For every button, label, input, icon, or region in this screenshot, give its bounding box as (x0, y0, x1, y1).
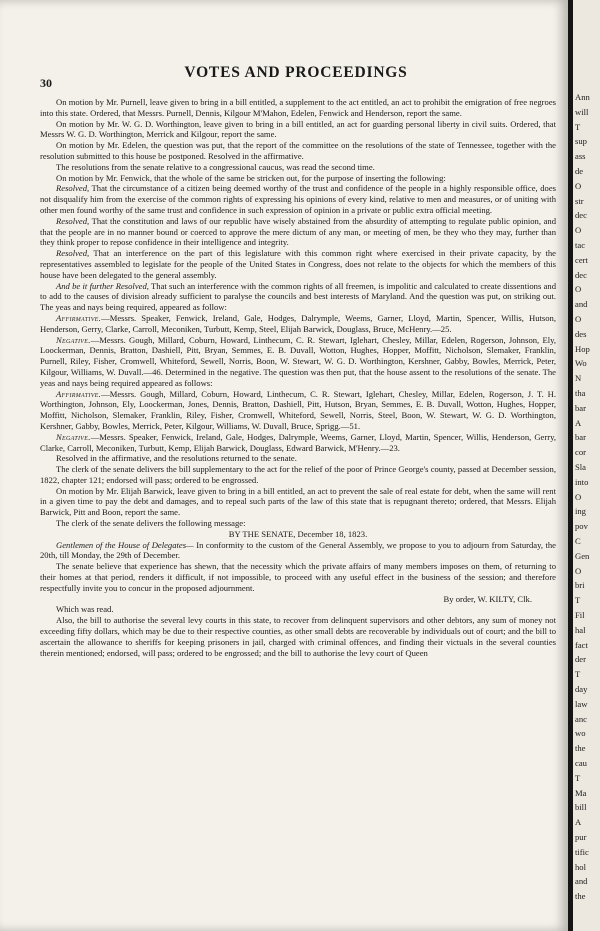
paragraph: Negative.—Messrs. Gough, Millard, Coburn, Howard, Linthecum, C. R. Stewart, Iglehart, Chesley, Millar, Edelen, Rogerson, Johnson, Ely, Loockerman, Dennis, Bratton, Dashiell, Pitt, Bryan, Semmes, E. B. Duvall, Wotton, Hughes, Hopper, Moffitt, Nicholson, Slemaker, Franklin, Purnell, Riley, Fisher, Cromwell, Whiteford, Sewell, Norris, Boon, W. Stewart, W. G. D. Worthington, Kershner, Gabby, Bowles, Merrick, Peter, Kilgour, Williams, W. Duvall.—46. Determined in the negative. The question was then put, that the house assent to the resolutions of the senate. The yeas and nays being required appeared as follows: (40, 334, 556, 388)
facing-page-word: law (575, 698, 588, 709)
facing-page-word: bar (575, 402, 586, 413)
paragraph-lead: Affirmative. (56, 388, 102, 399)
paragraph: The clerk of the senate delivers the bill supplementary to the act for the relief of the poor of Prince George's county, passed at December session, 1822, chapter 121; endorsed will pass; ordered to be engrossed. (40, 464, 556, 485)
facing-page-word: Fil (575, 610, 585, 620)
paragraph-lead: Resolved, (56, 248, 90, 259)
paragraph: The clerk of the senate delivers the following message: (56, 518, 246, 529)
paragraph-lead: Resolved, (56, 215, 90, 226)
paragraph: BY THE SENATE, December 18, 1823. (228, 528, 368, 539)
facing-page-word: Sla (575, 462, 586, 472)
facing-page-word: A (575, 817, 582, 828)
page-header (40, 64, 552, 90)
paragraph: The resolutions from the senate relative to a congressional caucus, was read the second time. (56, 161, 375, 172)
facing-page-word: anc (575, 713, 587, 724)
body-text (40, 97, 556, 867)
paragraph: Resolved in the affirmative, and the resolutions returned to the senate. (56, 453, 297, 464)
facing-page-word: der (575, 654, 586, 665)
facing-page-word: hol (575, 861, 586, 872)
paragraph: Resolved, That the circumstance of a citizen being deemed worthy of the trust and confidence of the people in a highly responsible office, does not disqualify him from the exercise of the common rights of expressing his opinions of every kind, relative to men and measures, or of uniting with other men found worthy of the same trust and confidence in such expression of opinion in a private or public extra official meeting. (40, 183, 556, 215)
paragraph-lead: Negative. (56, 334, 91, 345)
facing-page-word: the (575, 743, 586, 754)
paragraph: And be it further Resolved, That such an interference with the common rights of all freemen, is impolitic and calculated to create dissentions and to add to the causes of division already sufficient to paralyse the councils and best interests of Maryland. And the question was put, on striking out. The yeas and nays being required, appeared as follow: (40, 280, 556, 313)
facing-page-word: cert (575, 254, 588, 265)
facing-page-word: T (575, 121, 581, 132)
facing-page-word: pov (575, 521, 588, 532)
facing-page-word: O (575, 565, 582, 576)
facing-page-word: O (575, 180, 582, 191)
facing-page-word: O (575, 491, 582, 502)
running-title: VOTES AND PROCEEDINGS (184, 64, 408, 81)
facing-page-word: C (575, 536, 581, 546)
facing-page-word: pur (575, 832, 587, 842)
facing-page-word: hal (575, 624, 586, 635)
paragraph: Gentlemen of the House of Delegates— In conformity to the custom of the General Assembly, we propose to you to adjourn from Saturday, the 20th, till Monday, the 29th of December. (40, 539, 556, 561)
facing-page-word: tific (575, 846, 589, 857)
paragraph-lead: Affirmative. (56, 312, 102, 323)
facing-page-word: Wo (575, 358, 587, 369)
paragraph: On motion by Mr. W. G. D. Worthington, leave given to bring in a bill entitled, an act for guarding personal liberty in civil suits. Ordered, that Messrs W. G. D. Worthington, Merrick and Kilgour, report the same. (40, 118, 556, 140)
facing-page-word: O (575, 284, 582, 295)
facing-page-word: A (575, 417, 582, 428)
facing-page-word: dec (575, 269, 587, 280)
facing-page-word: cau (575, 758, 587, 768)
facing-page-word: Ann (575, 92, 590, 102)
facing-page-word: tac (575, 240, 586, 250)
paragraph: On motion by Mr. Edelen, the question was put, that the report of the committee on the resolutions of the state of Tennessee, together with the resolution submitted to this house be postponed. Resolved in the affirmative. (40, 140, 556, 161)
paragraph: On motion by Mr. Purnell, leave given to bring in a bill entitled, a supplement to the act entitled, an act to prohibit the emigration of free negroes into this state. Ordered, that Messrs. Purnell, Dennis, Kilgour M'Mahon, Edelen, Fenwick and Henderson, report the same. (40, 97, 556, 118)
paragraph-lead: And be it further Resolved, (56, 280, 149, 291)
paragraph: On motion by Mr. Fenwick, that the whole of the same be stricken out, for the purpose of inserting the following: (56, 172, 446, 183)
facing-page-word: sup (575, 136, 587, 147)
facing-page-fragment (573, 0, 600, 931)
paragraph: On motion by Mr. Elijah Barwick, leave given to bring in a bill entitled, an act to prevent the sale of real estate for debt, when the same will rent in a given time to pay the debt and damages, and to repeal such parts of the law of this state that is repugnant thereto; ordered, that Messrs. Elijah Barwick, Pitt and Boon, report the same. (40, 485, 556, 518)
paragraph-lead: Negative. (56, 431, 91, 442)
facing-page-word: des (575, 328, 587, 339)
facing-page-word: O (575, 225, 582, 236)
paragraph: The senate believe that experience has shewn, that the necessity which the private affairs of many members imposes on them, of returning to their homes at that period, renders it difficult, if not impossible, to proceed with any useful effect in the business of the session; and therefore respectfully invite you to concur in the proposed adjournment. (40, 561, 556, 593)
facing-page-word: ass (575, 151, 586, 162)
paragraph-lead: Resolved, (56, 183, 90, 194)
facing-page-word: into (575, 476, 589, 487)
facing-page-word: bri (575, 580, 585, 591)
facing-page-word: T (575, 772, 581, 783)
facing-page-word: cor (575, 447, 586, 458)
facing-page-word: O (575, 314, 582, 324)
facing-page-word: tha (575, 388, 586, 398)
facing-page-word: Gen (575, 550, 590, 561)
facing-page-word: and (575, 299, 588, 310)
facing-page-word: Ma (575, 787, 587, 798)
paragraph: Resolved, That the constitution and laws of our republic have wisely abstained from the absurdity of attempting to regulate public opinion, and that the people are in no manner bound or coerced to approve the mere dictum of any man, or meeting of men, be they who they may, further than they think proper to repose confidence in their intelligence and integrity. (40, 215, 556, 248)
paragraph: Negative.—Messrs. Speaker, Fenwick, Ireland, Gale, Hodges, Dalrymple, Weems, Garner, Lloyd, Martin, Spencer, Willis, Henderson, Gerry, Clarke, Carroll, Meconiken, Turbutt, Kemp, Elijah Barwick, Douglass, Edward Barwick, M'Henry.—23. (40, 431, 556, 453)
paragraph: Affirmative.—Messrs. Gough, Millard, Coburn, Howard, Linthecum, C. R. Stewart, Iglehart, Chesley, Millar, Edelen, Rogerson, J. T. H. Worthington, Johnson, Ely, Loockerman, Jones, Dennis, Bratton, Dashiell, Pitt, Hutson, Bryan, Semmes, E. B. Duvall, Wotton, Hughes, Hopper, Moffitt, Nicholson, Slemaker, Franklin, Riley, Fisher, Cromwell, Whiteford, Sewell, Norris, Steel, Boon, W. Stewart, W. G. D. Worthington, Kershner, Gabby, Bowles, Merrick, Peter, Kilgour, Williams, W. Duvall, Bruce, Sprigg.—51. (40, 388, 556, 431)
paragraph: Affirmative.—Messrs. Speaker, Fenwick, Ireland, Gale, Hodges, Dalrymple, Weems, Garner, Lloyd, Martin, Spencer, Willis, Hutson, Henderson, Gerry, Clarke, Carroll, Meconiken, Turbutt, Kemp, Steel, Elijah Barwick, Douglass, Bruce, McHenry.—25. (40, 312, 556, 334)
facing-page-word: N (575, 373, 582, 384)
facing-page-word: dec (575, 210, 587, 221)
facing-page-word: de (575, 166, 584, 176)
paragraph: Which was read. (56, 604, 114, 615)
facing-page-word: ing (575, 506, 586, 517)
facing-page-word: the (575, 891, 586, 902)
facing-page-word: will (575, 106, 589, 117)
facing-page-word: bar (575, 432, 586, 443)
facing-page-word: str (575, 195, 584, 206)
paragraph-lead: Gentlemen of the House of Delegates— (56, 539, 194, 550)
facing-page-word: bill (575, 802, 587, 813)
facing-page-word: T (575, 595, 581, 606)
facing-page-word: T (575, 669, 581, 680)
paragraph: Resolved, That an interference on the part of this legislature with this common right where exercised in their private capacity, by the representatives assembled to legislate for the people of the United States in Congress, does not relate to the objects for which the members of this house have been delegated to the general assembly. (40, 248, 556, 280)
facing-page-word: Hop (575, 343, 590, 354)
paragraph: By order, W. KILTY, Clk. (443, 593, 532, 604)
page-number: 30 (40, 76, 52, 90)
facing-page-word: fact (575, 639, 588, 650)
facing-page-word: wo (575, 728, 586, 739)
facing-page-word: and (575, 876, 588, 887)
facing-page-word: day (575, 684, 588, 694)
paragraph: Also, the bill to authorise the several levy courts in this state, to recover from delinquent supervisors and other debtors, any sum of money not exceeding fifty dollars, which may be due to their respective counties, as other small debts are recoverable by individuals out of court; and the bill to ascertain the allowance to sheriffs for keeping prisoners in jail, charged with criminal offences, and finding their victuals in the several counties therein mentioned; endorsed, will pass; ordered to be engrossed; and the bill to authorise the levy court of Queen (40, 615, 556, 658)
